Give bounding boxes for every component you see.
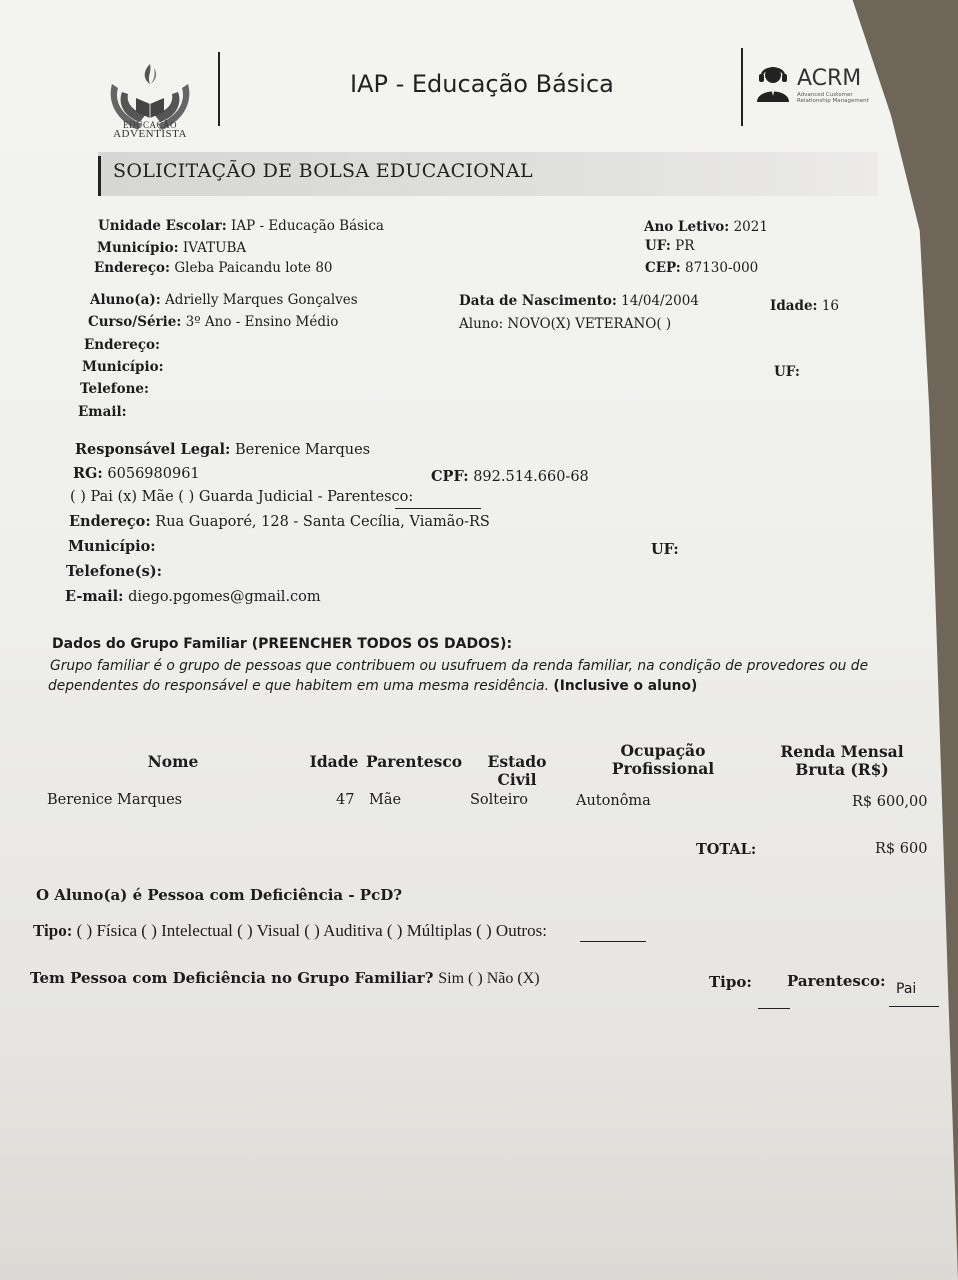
school-uf-value: PR [675,238,695,254]
cpf-row [431,468,589,485]
row-parentesco: Mãe [369,792,402,808]
school-municipio-value: IVATUBA [182,240,247,256]
ano-label: Ano Letivo: [644,219,730,235]
idade-label: Idade: [770,298,818,314]
col-parentesco: Parentesco [366,752,463,771]
pcd-tipo-label: Tipo: [33,921,73,940]
logo-line1: EDUCAÇÃO [122,120,177,130]
nascimento-value: 14/04/2004 [621,293,699,309]
pcd-tipo2-label: Tipo: [709,973,752,991]
ano-row [644,219,768,235]
row-estado-civil: Solteiro [470,792,529,808]
col-renda [778,743,906,779]
pcd-parentesco-label: Parentesco: [787,972,886,990]
guardian-email-row [65,588,321,605]
pcd-family-question: Tem Pessoa com Deficiência no Grupo Familiar? [30,969,434,987]
header-divider-right [741,48,743,126]
student-email-label: Email: [78,404,127,420]
parentesco-underline [889,1006,939,1007]
curso-row [88,314,338,330]
banner-accent-bar [98,156,101,196]
guardian-email-label: E-mail: [65,588,124,605]
col-ocupacao-line1: Ocupação [620,741,706,760]
guardian-uf-label: UF: [651,541,679,558]
nascimento-label: Data de Nascimento: [459,293,617,309]
guardian-endereco-row [69,513,490,530]
responsavel-row [75,441,370,458]
student-endereco-label: Endereço: [84,337,161,353]
school-uf-label: UF: [645,238,671,254]
guardian-endereco-label: Endereço: [69,513,151,530]
pcd-tipo-options: ( ) Física ( ) Intelectual ( ) Visual ( ) Auditiva ( ) Múltiplas ( ) Outros: [76,921,547,940]
rg-row [73,465,200,482]
school-municipio-label: Município: [97,240,179,256]
idade-value: 16 [821,298,839,314]
student-telefone-label: Telefone: [80,381,150,397]
col-renda-line1: Renda Mensal [780,742,904,761]
outros-blank-line [580,941,646,942]
nascimento-row [459,293,699,309]
cpf-label: CPF: [431,468,469,485]
school-municipio-row [97,240,246,256]
school-endereco-label: Endereço: [94,260,171,276]
family-desc-bold: (Inclusive o aluno) [553,678,698,694]
pcd-family-answer: Sim ( ) Não (X) [438,970,540,987]
unidade-label: Unidade Escolar: [98,218,227,234]
cep-label: CEP: [645,260,681,276]
guardian-telefone-label: Telefone(s): [66,563,162,580]
school-endereco-row [94,260,333,276]
curso-value: 3º Ano - Ensino Médio [185,314,339,330]
form-title: SOLICITAÇÃO DE BOLSA EDUCACIONAL [113,160,533,182]
student-municipio-label: Município: [82,359,164,375]
col-idade: Idade [309,752,359,771]
cep-value: 87130-000 [685,260,759,276]
unidade-row [98,218,384,234]
parentesco-blank-line [395,508,481,509]
school-endereco-value: Gleba Paicandu lote 80 [174,260,333,276]
rg-value: 6056980961 [107,466,200,482]
responsavel-label: Responsável Legal: [75,441,231,458]
row-ocupacao: Autonôma [576,793,651,809]
student-uf-label: UF: [774,364,800,380]
header-divider-left [218,52,220,126]
aluno-value: Adrielly Marques Gonçalves [165,292,358,308]
col-estado-civil: Estado Civil [487,752,547,789]
pcd-tipo-row [33,921,547,941]
col-ocupacao-line2: Profissional [611,759,715,778]
logo-line2: ADVENTISTA [113,128,187,140]
row-nome: Berenice Marques [47,792,183,808]
idade-row [770,298,839,314]
curso-label: Curso/Série: [88,314,182,330]
tipo-blank-line [758,1008,790,1009]
guardian-email-value: diego.pgomes@gmail.com [128,589,321,605]
family-desc-line1: Grupo familiar é o grupo de pessoas que contribuem ou usufruem da renda familiar, na condição de provedores ou de [50,658,869,674]
pcd-question: O Aluno(a) é Pessoa com Deficiência - PcD? [36,886,402,904]
guardian-relation: ( ) Pai (x) Mãe ( ) Guarda Judicial - Parentesco: [70,489,414,505]
total-label: TOTAL: [696,841,757,858]
guardian-endereco-value: Rua Guaporé, 128 - Santa Cecília, Viamão-RS [155,514,490,530]
cep-row [645,260,758,276]
col-ocupacao [600,742,726,778]
family-heading: Dados do Grupo Familiar (PREENCHER TODOS OS DADOS): [52,636,513,652]
aluno-status: Aluno: NOVO(X) VETERANO( ) [459,316,672,332]
aluno-row [90,292,358,308]
responsavel-value: Berenice Marques [234,442,371,458]
school-uf-row [645,238,694,254]
row-renda: R$ 600,00 [852,794,928,810]
total-value: R$ 600 [875,841,928,857]
support-agent-icon [754,62,792,102]
rg-label: RG: [73,465,103,482]
guardian-municipio-label: Município: [68,538,156,555]
unidade-value: IAP - Educação Básica [231,218,384,234]
col-renda-line2: Bruta (R$) [795,760,889,779]
ano-value: 2021 [733,219,768,235]
acrm-brand: ACRM [797,66,862,91]
family-desc-text: dependentes do responsável e que habitem em uma mesma residência. [48,678,550,694]
row-idade: 47 [336,792,355,808]
family-desc-line2 [48,678,697,694]
header-title: IAP - Educação Básica [350,70,614,98]
col-nome: Nome [147,752,199,771]
pcd-parentesco-value: Pai [896,981,917,997]
pcd-family-row [30,969,540,988]
acrm-subtitle: Advanced Customer Relationship Management [797,92,869,104]
cpf-value: 892.514.660-68 [473,469,589,485]
aluno-label: Aluno(a): [90,292,161,308]
